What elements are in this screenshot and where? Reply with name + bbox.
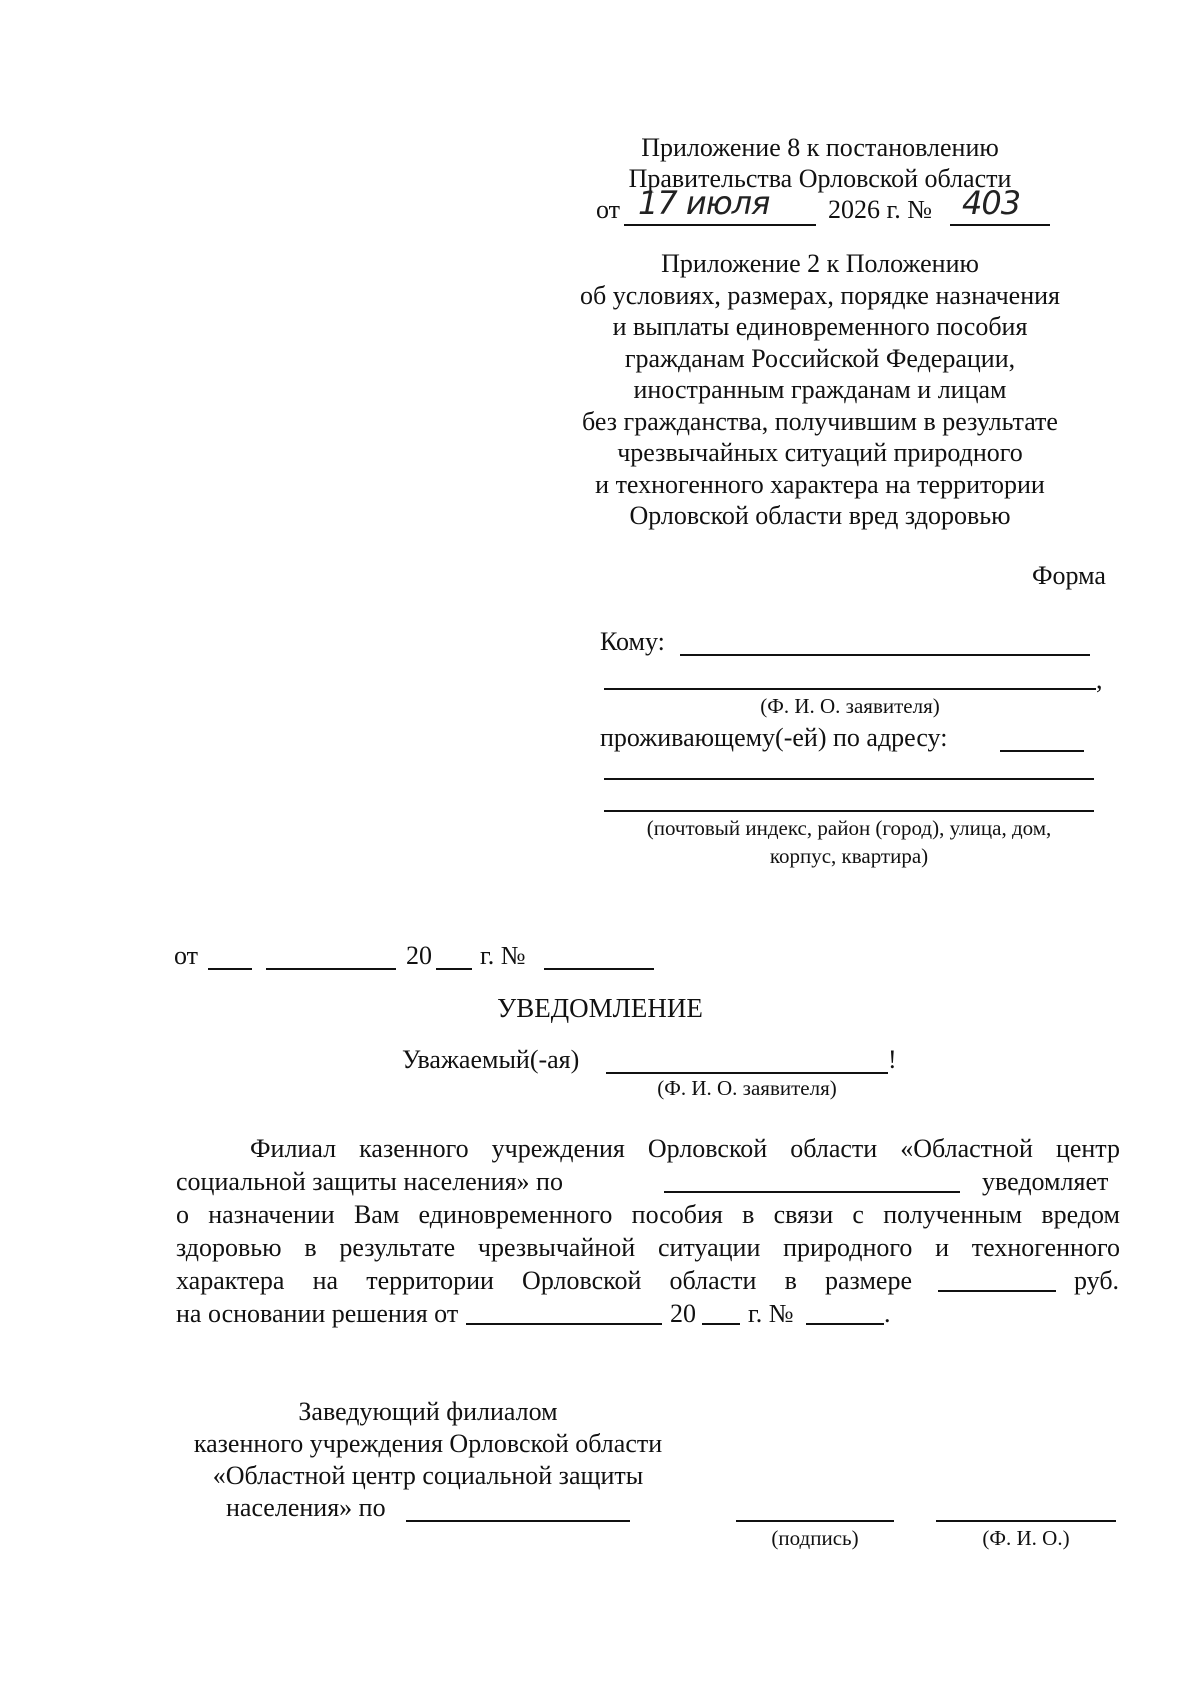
signature-line-1: Заведующий филиалом xyxy=(298,1397,558,1426)
address-field-line-1 xyxy=(1000,750,1084,752)
annex2-block xyxy=(540,248,1100,532)
sign-caption: (подпись) xyxy=(771,1526,859,1550)
body-line-3: о назначении Вам единовременного пособия в связи с полученным вредом xyxy=(176,1200,1120,1229)
address-caption-1: (почтовый индекс, район (город), улица, дом, xyxy=(646,816,1052,840)
annex8-line1: Приложение 8 к постановлению xyxy=(641,133,999,162)
signature-branch-line xyxy=(406,1520,630,1522)
annex8-year: 2026 г. № xyxy=(828,195,933,224)
to-comma: , xyxy=(1096,665,1103,694)
address-label: проживающему(-ей) по адресу: xyxy=(600,723,948,752)
annex2-line-3: и выплаты единовременного пособия xyxy=(612,312,1028,341)
signature-block xyxy=(168,1396,688,1492)
fio-caption: (Ф. И. О. заявителя) xyxy=(760,694,940,718)
to-field-line xyxy=(680,654,1090,656)
signature-line-2: казенного учреждения Орловской области xyxy=(193,1429,663,1458)
annex2-line-2: об условиях, размерах, порядке назначения xyxy=(579,280,1061,310)
to-field-line-2 xyxy=(604,688,1096,690)
address-field-line-3 xyxy=(604,810,1094,812)
greeting xyxy=(402,1044,922,1104)
greeting-caption: (Ф. И. О. заявителя) xyxy=(657,1076,837,1100)
body-line-1: Филиал казенного учреждения Орловской области «Областной центр xyxy=(250,1134,1120,1163)
address-caption-2: корпус, квартира) xyxy=(769,844,929,868)
body-line-4: здоровью в результате чрезвычайной ситуации природного и техногенного xyxy=(176,1233,1120,1262)
body-line-2: социальной защиты населения» по уведомляет xyxy=(176,1167,1109,1196)
annex2-line-9: Орловской области вред здоровью xyxy=(629,501,1011,530)
annex2-line-1: Приложение 2 к Положению xyxy=(661,249,979,278)
doc-century: 20 xyxy=(406,941,432,970)
greeting-label: Уважаемый(-ая) xyxy=(402,1045,580,1074)
address-field-line-2 xyxy=(604,778,1094,780)
body-line-5: характера на территории Орловской области в размере руб. xyxy=(176,1266,1120,1295)
signature-line-4: населения» по xyxy=(226,1493,386,1522)
signature-line-3: «Областной центр социальной защиты xyxy=(212,1461,644,1490)
fio-field-line xyxy=(936,1520,1116,1522)
doc-from: от xyxy=(174,941,199,970)
annex2-line-4: гражданам Российской Федерации, xyxy=(624,343,1016,373)
annex8-date-line xyxy=(596,184,1056,226)
doc-number-line xyxy=(174,940,674,976)
to-label: Кому: xyxy=(600,627,665,656)
body-paragraph xyxy=(176,1132,1120,1330)
greeting-exclaim: ! xyxy=(888,1045,897,1074)
doc-year-no: г. № xyxy=(480,941,526,970)
annex8-line2: Правительства Орловской области xyxy=(628,164,1012,194)
handwritten-number: 403 xyxy=(962,184,1021,222)
annex8-from: от xyxy=(596,195,621,224)
fio-sign-caption: (Ф. И. О.) xyxy=(982,1526,1070,1550)
page-title: УВЕДОМЛЕНИЕ xyxy=(497,993,703,1023)
handwritten-date: 17 июля xyxy=(638,184,770,222)
sign-field-line xyxy=(736,1520,894,1522)
annex2-line-6: без гражданства, получившим в результате xyxy=(582,406,1058,436)
annex2-line-8: и техногенного характера на территории xyxy=(595,469,1045,499)
body-line-6: на основании решения от 20 г. № . xyxy=(176,1299,891,1328)
annex2-line-7: чрезвычайных ситуаций природного xyxy=(617,438,1023,467)
form-label: Форма xyxy=(1032,561,1106,590)
annex2-line-5: иностранным гражданам и лицам xyxy=(633,375,1007,404)
